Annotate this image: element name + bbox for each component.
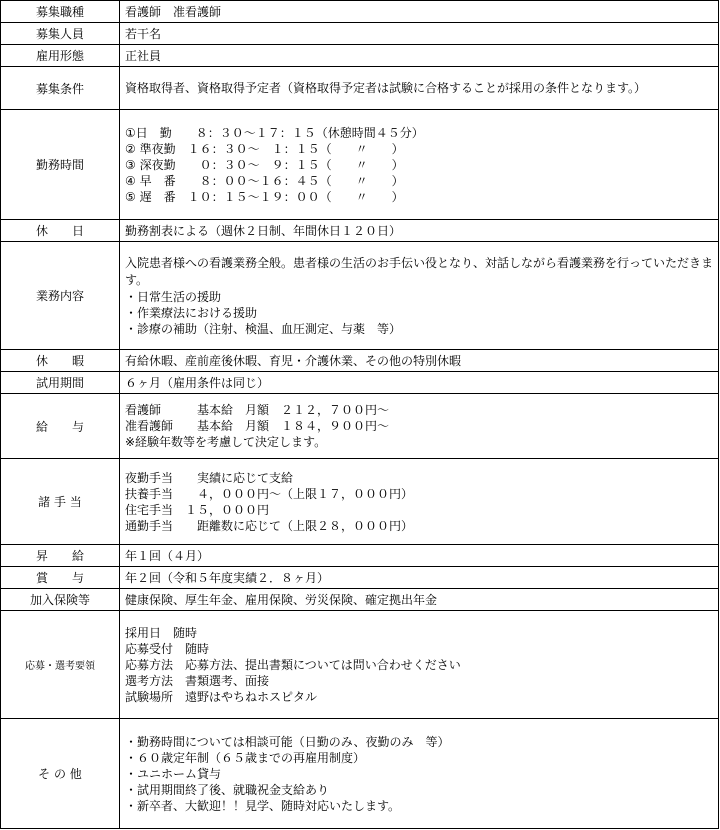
shift-line: ③ 深夜勤 ０：３０～ ９：１５（ 〃 ）	[125, 157, 404, 172]
table-row	[1, 45, 719, 67]
duty-item: ・日常生活の援助	[125, 289, 222, 304]
row-value-duties	[120, 242, 719, 350]
row-value-job-type	[120, 1, 719, 23]
row-label-leave: 休 暇	[1, 350, 120, 372]
table-row	[1, 394, 719, 459]
table-row	[1, 1, 719, 23]
table-row	[1, 110, 719, 220]
row-label-salary: 給 与	[1, 394, 120, 459]
row-label-other: そ の 他	[1, 719, 120, 829]
shift-line: ② 準夜勤 １６：３０～ １：１５（ 〃 ）	[125, 141, 404, 156]
row-label-probation: 試用期間	[1, 372, 120, 394]
application-line: 応募受付 随時	[125, 641, 210, 656]
value-line: 若干名	[125, 26, 162, 41]
salary-note: ※経験年数等を考慮して決定します。	[125, 435, 327, 449]
table-row	[1, 611, 719, 719]
application-line: 応募方法 応募方法、提出書類については問い合わせください	[125, 657, 461, 672]
row-value-application	[120, 611, 719, 719]
table-row	[1, 567, 719, 589]
row-label-holidays: 休 日	[1, 220, 120, 242]
allowance-line: 住宅手当 １５，０００円	[125, 502, 270, 517]
salary-line: 看護師 基本給 月額 ２１２，７００円～	[125, 403, 390, 417]
row-label-duties: 業務内容	[1, 242, 120, 350]
duty-item: ・診療の補助（注射、検温、血圧測定、与薬 等）	[125, 321, 402, 336]
row-label-openings: 募集人員	[1, 23, 120, 45]
row-label-allowances: 諸 手 当	[1, 459, 120, 545]
other-item: ・試用期間終了後、就職祝金支給あり	[125, 782, 330, 797]
row-label-employment-type: 雇用形態	[1, 45, 120, 67]
row-value-holidays	[120, 220, 719, 242]
row-label-working-hours: 勤務時間	[1, 110, 120, 220]
salary-line: 准看護師 基本給 月額 １８４，９００円～	[125, 419, 390, 433]
value-line: 勤務割表による（週休２日制、年間休日１２０日）	[125, 223, 402, 238]
table-row	[1, 67, 719, 110]
duties-paragraph: 入院患者様への看護業務全般。患者様の生活のお手伝い役となり、対話しながら看護業務を行っていただきます。	[125, 255, 714, 287]
row-value-leave	[120, 350, 719, 372]
value-line: 正社員	[125, 48, 162, 63]
application-line: 採用日 随時	[125, 625, 198, 640]
other-item: ・ユニホーム貸与	[125, 766, 222, 781]
row-value-insurance	[120, 589, 719, 611]
table-row	[1, 589, 719, 611]
value-line: 健康保険、厚生年金、雇用保険、労災保険、確定拠出年金	[125, 592, 438, 607]
allowance-line: 夜勤手当 実績に応じて支給	[125, 470, 294, 485]
value-line: 年１回（４月）	[125, 548, 210, 563]
allowance-line: 扶養手当 ４，０００円～（上限１７，０００円）	[125, 486, 414, 501]
table-row	[1, 545, 719, 567]
row-value-salary	[120, 394, 719, 459]
other-item: ・勤務時間については相談可能（日勤のみ、夜勤のみ 等）	[125, 734, 450, 749]
row-value-requirements	[120, 67, 719, 110]
row-value-employment-type	[120, 45, 719, 67]
row-value-other	[120, 719, 719, 829]
row-label-raise: 昇 給	[1, 545, 120, 567]
row-value-bonus	[120, 567, 719, 589]
shift-line: ④ 早 番 ８：００～１６：４５（ 〃 ）	[125, 173, 404, 188]
row-value-raise	[120, 545, 719, 567]
allowance-line: 通勤手当 距離数に応じて（上限２８，０００円）	[125, 518, 414, 533]
row-value-working-hours	[120, 110, 719, 220]
row-label-job-type: 募集職種	[1, 1, 120, 23]
table-row	[1, 23, 719, 45]
shift-line: ①日 勤 ８：３０～１７：１５（休憩時間４５分）	[125, 125, 424, 140]
value-line: 有給休暇、産前産後休暇、育児・介護休業、その他の特別休暇	[125, 353, 462, 368]
value-line: ６ヶ月（雇用条件は同じ）	[125, 375, 270, 390]
row-value-openings	[120, 23, 719, 45]
table-row	[1, 719, 719, 829]
shift-line: ⑤ 遅 番 １０：１５～１９：００（ 〃 ）	[125, 189, 404, 204]
table-row	[1, 459, 719, 545]
duty-item: ・作業療法における援助	[125, 305, 258, 320]
row-value-allowances	[120, 459, 719, 545]
other-item: ・６０歳定年制（６５歳までの再雇用制度）	[125, 750, 366, 765]
application-line: 試験場所 遠野はやちねホスピタル	[125, 689, 318, 704]
row-label-bonus: 賞 与	[1, 567, 120, 589]
other-item: ・新卒者、大歓迎！！見学、随時対応いたします。	[125, 798, 401, 813]
table-row	[1, 350, 719, 372]
table-row	[1, 242, 719, 350]
application-line: 選考方法 書類選考、面接	[125, 673, 270, 688]
row-label-requirements: 募集条件	[1, 67, 120, 110]
table-row	[1, 220, 719, 242]
row-label-application: 応募・選考要領	[1, 611, 120, 719]
value-line: 資格取得者、資格取得予定者（資格取得予定者は試験に合格することが採用の条件となります。）	[125, 81, 647, 95]
row-value-probation	[120, 372, 719, 394]
table-row	[1, 372, 719, 394]
value-line: 看護師 准看護師	[125, 4, 222, 19]
row-label-insurance: 加入保険等	[1, 589, 120, 611]
value-line: 年２回（令和５年度実績２．８ヶ月）	[125, 570, 330, 585]
